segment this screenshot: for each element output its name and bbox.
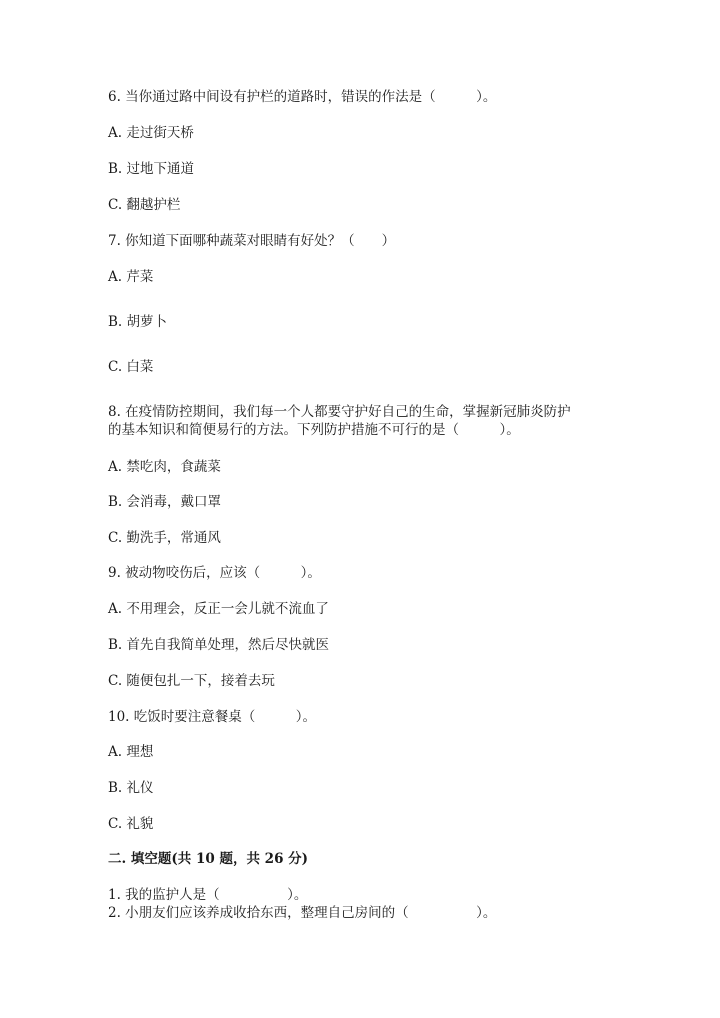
question-8-stem-line-2: 的基本知识和简便易行的方法。下列防护措施不可行的是（ ）。: [108, 422, 520, 438]
question-8-option-c: C. 勤洗手，常通风: [108, 530, 221, 546]
question-9-option-b: B. 首先自我简单处理，然后尽快就医: [108, 637, 330, 653]
question-9-option-a: A. 不用理会，反正一会儿就不流血了: [108, 601, 329, 617]
question-6-option-c: C. 翻越护栏: [108, 197, 181, 213]
fill-in-item-2: 2. 小朋友们应该养成收拾东西，整理自己房间的（ ）。: [108, 905, 497, 921]
question-7-option-a: A. 芹菜: [108, 269, 154, 285]
question-8-stem-line-1: 8. 在疫情防控期间，我们每一个人都要守护好自己的生命，掌握新冠肺炎防护: [108, 404, 571, 420]
question-6-stem: 6. 当你通过路中间设有护栏的道路时，错误的作法是（ ）。: [108, 89, 497, 105]
question-8-option-b: B. 会消毒，戴口罩: [108, 494, 222, 510]
question-7-option-c: C. 白菜: [108, 359, 154, 375]
question-10-option-b: B. 礼仪: [108, 780, 154, 796]
question-9-stem: 9. 被动物咬伤后，应该（ ）。: [108, 565, 321, 581]
section-heading: 二. 填空题(共 10 题，共 26 分): [108, 851, 309, 867]
question-7-stem: 7. 你知道下面哪种蔬菜对眼睛有好处？（ ）: [108, 233, 396, 249]
question-9-option-c: C. 随便包扎一下，接着去玩: [108, 673, 275, 689]
question-10-stem: 10. 吃饭时要注意餐桌（ ）。: [108, 709, 317, 725]
question-10-option-a: A. 理想: [108, 744, 154, 760]
question-7-option-b: B. 胡萝卜: [108, 314, 168, 330]
question-8-option-a: A. 禁吃肉，食蔬菜: [108, 459, 221, 475]
fill-in-item-1: 1. 我的监护人是（ ）。: [108, 887, 308, 903]
question-10-option-c: C. 礼貌: [108, 816, 154, 832]
question-6-option-b: B. 过地下通道: [108, 161, 195, 177]
question-6-option-a: A. 走过街天桥: [108, 125, 194, 141]
